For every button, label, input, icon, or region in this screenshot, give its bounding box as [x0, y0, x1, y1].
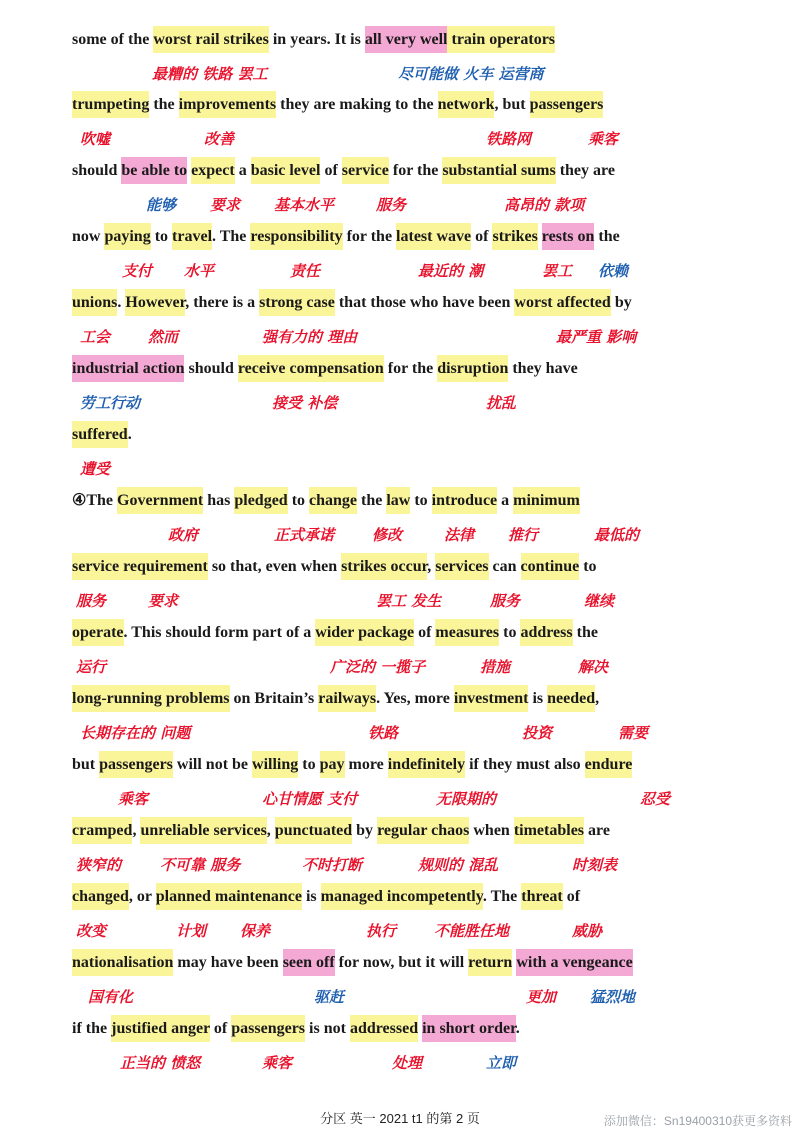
- chinese-gloss: 支付: [122, 262, 153, 280]
- text-segment: has: [203, 492, 235, 509]
- text-segment: in years. It is: [268, 31, 365, 48]
- chinese-gloss: 计划: [176, 922, 207, 940]
- text-segment: of: [562, 888, 581, 905]
- text-segment: is: [301, 888, 321, 905]
- highlighted-phrase: with a vengeance: [516, 949, 632, 976]
- chinese-gloss-line: [0, 656, 800, 680]
- highlighted-phrase: services: [435, 553, 488, 580]
- chinese-gloss: 最糟的 铁路 罢工: [152, 65, 268, 83]
- highlighted-phrase: addressed: [350, 1015, 418, 1042]
- text-segment: that those who have been: [334, 294, 515, 311]
- text-segment: a: [497, 492, 514, 509]
- chinese-gloss: 保养: [240, 922, 271, 940]
- highlighted-phrase: railways: [318, 685, 376, 712]
- text-segment: is: [528, 690, 548, 707]
- highlighted-phrase: managed incompetently: [321, 883, 483, 910]
- highlighted-phrase: return: [468, 949, 512, 976]
- text-segment: ,: [427, 558, 436, 575]
- highlighted-phrase: travel: [172, 223, 212, 250]
- text-segment: to: [298, 756, 320, 773]
- chinese-gloss: 扰乱: [486, 394, 517, 412]
- highlighted-phrase: latest wave: [396, 223, 471, 250]
- english-line: [72, 816, 610, 846]
- chinese-gloss: 不时打断: [302, 856, 363, 874]
- chinese-gloss: 无限期的: [436, 790, 497, 808]
- chinese-gloss: 正式承诺: [274, 526, 335, 544]
- text-segment: more: [344, 756, 388, 773]
- chinese-gloss: 最近的 潮: [418, 262, 484, 280]
- text-segment: if they must also: [465, 756, 585, 773]
- highlighted-phrase: pay: [320, 751, 345, 778]
- chinese-gloss: 铁路网: [486, 130, 532, 148]
- highlighted-phrase: needed: [547, 685, 595, 712]
- highlighted-phrase: in short order: [422, 1015, 516, 1042]
- chinese-gloss: 修改: [372, 526, 403, 544]
- highlighted-phrase: basic level: [251, 157, 321, 184]
- chinese-gloss: 罢工 发生: [376, 592, 442, 610]
- text-segment: the: [149, 96, 179, 113]
- text-segment: of: [209, 1020, 232, 1037]
- chinese-gloss-line: [0, 1052, 800, 1076]
- text-segment: now: [72, 228, 105, 245]
- highlighted-phrase: passengers: [530, 91, 604, 118]
- english-line: [72, 222, 620, 252]
- text-segment: will not be: [172, 756, 253, 773]
- text-segment: for the: [383, 360, 438, 377]
- english-line: [72, 1014, 520, 1044]
- highlighted-phrase: indefinitely: [388, 751, 465, 778]
- chinese-gloss: 最严重 影响: [556, 328, 637, 346]
- text-segment: are: [584, 822, 610, 839]
- chinese-gloss-line: [0, 260, 800, 284]
- chinese-gloss: 正当的 愤怒: [120, 1054, 201, 1072]
- chinese-gloss: 心甘情愿 支付: [262, 790, 358, 808]
- text-segment: some of the: [72, 31, 154, 48]
- chinese-gloss-line: [0, 392, 800, 416]
- chinese-gloss-line: [0, 788, 800, 812]
- chinese-gloss: 要求: [148, 592, 179, 610]
- highlighted-phrase: change: [309, 487, 357, 514]
- text-segment: , or: [128, 888, 156, 905]
- english-line: [72, 750, 632, 780]
- chinese-gloss-line: [0, 194, 800, 218]
- highlighted-phrase: Government: [117, 487, 203, 514]
- chinese-gloss: 投资: [522, 724, 553, 742]
- text-segment: they are making to the: [276, 96, 438, 113]
- highlighted-phrase: However: [125, 289, 185, 316]
- highlighted-phrase: worst rail strikes: [153, 26, 269, 53]
- highlighted-phrase: cramped: [72, 817, 132, 844]
- text-segment: a: [234, 162, 251, 179]
- chinese-gloss-line: [0, 986, 800, 1010]
- highlighted-phrase: industrial action: [72, 355, 184, 382]
- text-segment: to: [150, 228, 173, 245]
- highlighted-phrase: responsibility: [250, 223, 342, 250]
- chinese-gloss-line: [0, 128, 800, 152]
- highlighted-phrase: regular chaos: [377, 817, 469, 844]
- text-segment: to: [499, 624, 521, 641]
- highlighted-phrase: planned maintenance: [156, 883, 302, 910]
- chinese-gloss-line: [0, 590, 800, 614]
- chinese-gloss: 服务: [76, 592, 107, 610]
- highlighted-phrase: changed: [72, 883, 129, 910]
- chinese-gloss: 需要: [618, 724, 649, 742]
- text-segment: by: [610, 294, 632, 311]
- text-segment: , but: [494, 96, 530, 113]
- highlighted-phrase: suffered: [72, 421, 128, 448]
- text-segment: they have: [508, 360, 578, 377]
- highlighted-phrase: passengers: [231, 1015, 305, 1042]
- english-line: [72, 25, 555, 55]
- highlighted-phrase: investment: [454, 685, 529, 712]
- highlighted-phrase: willing: [252, 751, 298, 778]
- highlighted-phrase: expect: [191, 157, 235, 184]
- text-segment: to: [287, 492, 310, 509]
- chinese-gloss: 工会: [80, 328, 111, 346]
- text-segment: , there is a: [185, 294, 260, 311]
- chinese-gloss: 不能胜任地: [434, 922, 510, 940]
- text-segment: ,: [595, 690, 600, 707]
- highlighted-phrase: wider package: [315, 619, 414, 646]
- chinese-gloss-line: [0, 326, 800, 350]
- chinese-gloss: 责任: [290, 262, 321, 280]
- watermark: 添加微信：Sn19400310获更多资料: [603, 1114, 792, 1128]
- highlighted-phrase: punctuated: [275, 817, 352, 844]
- text-segment: by: [352, 822, 378, 839]
- chinese-gloss: 吹嘘: [80, 130, 111, 148]
- highlighted-phrase: service requirement: [72, 553, 208, 580]
- chinese-gloss: 更加: [526, 988, 557, 1006]
- english-line: [72, 552, 597, 582]
- chinese-gloss: 执行: [366, 922, 397, 940]
- chinese-gloss: 立即: [486, 1054, 517, 1072]
- text-segment: to: [410, 492, 432, 509]
- highlighted-phrase: service: [342, 157, 389, 184]
- highlighted-phrase: unions: [72, 289, 117, 316]
- text-segment: ,: [266, 822, 275, 839]
- text-segment: for the: [342, 228, 397, 245]
- chinese-gloss: 服务: [490, 592, 521, 610]
- chinese-gloss-line: [0, 63, 800, 87]
- chinese-gloss: 遭受: [80, 460, 111, 478]
- chinese-gloss: 依赖: [598, 262, 629, 280]
- text-segment: can: [488, 558, 521, 575]
- highlighted-phrase: operate: [72, 619, 124, 646]
- highlighted-phrase: justified anger: [111, 1015, 210, 1042]
- highlighted-phrase: all very well: [365, 26, 448, 53]
- chinese-gloss: 尽可能做 火车 运营商: [398, 65, 544, 83]
- text-segment: ,: [132, 822, 141, 839]
- text-segment: to: [579, 558, 597, 575]
- highlighted-phrase: be able to: [121, 157, 187, 184]
- chinese-gloss: 继续: [584, 592, 615, 610]
- text-segment: they are: [555, 162, 615, 179]
- chinese-gloss: 改变: [76, 922, 107, 940]
- text-segment: . The: [482, 888, 522, 905]
- chinese-gloss: 时刻表: [572, 856, 618, 874]
- chinese-gloss: 劳工行动: [80, 394, 141, 412]
- highlighted-phrase: improvements: [179, 91, 276, 118]
- chinese-gloss: 威胁: [572, 922, 603, 940]
- text-segment: but: [72, 756, 100, 773]
- chinese-gloss: 乘客: [588, 130, 619, 148]
- highlighted-phrase: threat: [521, 883, 562, 910]
- highlighted-phrase: substantial sums: [442, 157, 555, 184]
- chinese-gloss: 高昂的 款项: [504, 196, 585, 214]
- chinese-gloss: 解决: [578, 658, 609, 676]
- highlighted-phrase: passengers: [99, 751, 173, 778]
- chinese-gloss: 猛烈地: [590, 988, 636, 1006]
- english-line: [72, 156, 615, 186]
- chinese-gloss: 基本水平: [274, 196, 335, 214]
- text-segment: if the: [72, 1020, 112, 1037]
- text-segment: on Britain’s: [229, 690, 319, 707]
- english-line: [72, 288, 632, 318]
- chinese-gloss: 然而: [148, 328, 179, 346]
- highlighted-phrase: minimum: [513, 487, 580, 514]
- highlighted-phrase: paying: [104, 223, 150, 250]
- highlighted-phrase: long-running problems: [72, 685, 230, 712]
- chinese-gloss: 忍受: [640, 790, 671, 808]
- text-segment: the: [357, 492, 387, 509]
- chinese-gloss: 处理: [392, 1054, 423, 1072]
- english-line: [72, 420, 132, 450]
- chinese-gloss: 接受 补偿: [272, 394, 338, 412]
- highlighted-phrase: train operators: [447, 26, 555, 53]
- chinese-gloss: 法律: [444, 526, 475, 544]
- text-segment: should: [72, 162, 122, 179]
- chinese-gloss-line: [0, 854, 800, 878]
- highlighted-phrase: pledged: [234, 487, 287, 514]
- chinese-gloss: 推行: [508, 526, 539, 544]
- text-segment: of: [471, 228, 493, 245]
- chinese-gloss: 国有化: [88, 988, 134, 1006]
- chinese-gloss-line: [0, 524, 800, 548]
- text-segment: should: [184, 360, 238, 377]
- highlighted-phrase: strong case: [259, 289, 335, 316]
- highlighted-phrase: network: [438, 91, 495, 118]
- chinese-gloss: 不可靠 服务: [160, 856, 241, 874]
- highlighted-phrase: trumpeting: [72, 91, 149, 118]
- text-segment: . Yes, more: [376, 690, 454, 707]
- chinese-gloss: 罢工: [542, 262, 573, 280]
- highlighted-phrase: continue: [521, 553, 580, 580]
- text-segment: . This should form part of a: [123, 624, 316, 641]
- highlighted-phrase: receive compensation: [238, 355, 384, 382]
- page-footer: 分区 英一 2021 t1 的第 2 页: [320, 1111, 480, 1126]
- chinese-gloss: 改善: [204, 130, 235, 148]
- text-segment: .: [127, 426, 132, 443]
- highlighted-phrase: law: [386, 487, 410, 514]
- text-segment: of: [320, 162, 342, 179]
- chinese-gloss: 铁路: [368, 724, 399, 742]
- chinese-gloss: 水平: [184, 262, 215, 280]
- chinese-gloss: 乘客: [262, 1054, 293, 1072]
- highlighted-phrase: worst affected: [514, 289, 610, 316]
- chinese-gloss: 狭窄的: [76, 856, 122, 874]
- text-segment: so that, even when: [207, 558, 342, 575]
- text-segment: for now, but it will: [334, 954, 469, 971]
- text-segment: may have been: [173, 954, 283, 971]
- chinese-gloss: 长期存在的 问题: [80, 724, 191, 742]
- text-segment: the: [572, 624, 598, 641]
- chinese-gloss: 广泛的 一揽子: [330, 658, 426, 676]
- text-segment: the: [594, 228, 620, 245]
- chinese-gloss-line: [0, 458, 800, 482]
- highlighted-phrase: timetables: [514, 817, 584, 844]
- text-segment: is not: [305, 1020, 350, 1037]
- chinese-gloss: 能够: [146, 196, 177, 214]
- highlighted-phrase: nationalisation: [72, 949, 173, 976]
- highlighted-phrase: seen off: [283, 949, 335, 976]
- highlighted-phrase: disruption: [437, 355, 508, 382]
- highlighted-phrase: strikes: [492, 223, 537, 250]
- chinese-gloss: 政府: [168, 526, 199, 544]
- english-line: [72, 618, 598, 648]
- chinese-gloss: 规则的 混乱: [418, 856, 499, 874]
- text-segment: .: [515, 1020, 520, 1037]
- text-segment: ④The: [72, 492, 118, 509]
- text-segment: .: [117, 294, 126, 311]
- english-line: [72, 882, 580, 912]
- chinese-gloss: 要求: [210, 196, 241, 214]
- chinese-gloss: 最低的: [594, 526, 640, 544]
- highlighted-phrase: unreliable services: [140, 817, 266, 844]
- highlighted-phrase: introduce: [432, 487, 497, 514]
- chinese-gloss-line: [0, 722, 800, 746]
- english-line: [72, 948, 633, 978]
- english-line: [72, 90, 603, 120]
- english-line: [72, 486, 580, 516]
- text-segment: when: [469, 822, 514, 839]
- highlighted-phrase: endure: [585, 751, 633, 778]
- highlighted-phrase: address: [520, 619, 572, 646]
- chinese-gloss: 乘客: [118, 790, 149, 808]
- chinese-gloss: 运行: [76, 658, 107, 676]
- chinese-gloss: 强有力的 理由: [262, 328, 358, 346]
- chinese-gloss: 措施: [480, 658, 511, 676]
- text-segment: . The: [212, 228, 251, 245]
- highlighted-phrase: measures: [435, 619, 499, 646]
- chinese-gloss: 驱赶: [314, 988, 345, 1006]
- chinese-gloss-line: [0, 920, 800, 944]
- highlighted-phrase: rests on: [542, 223, 595, 250]
- highlighted-phrase: strikes occur: [341, 553, 427, 580]
- text-segment: for the: [388, 162, 443, 179]
- english-line: [72, 684, 599, 714]
- chinese-gloss: 服务: [376, 196, 407, 214]
- text-segment: of: [414, 624, 436, 641]
- english-line: [72, 354, 578, 384]
